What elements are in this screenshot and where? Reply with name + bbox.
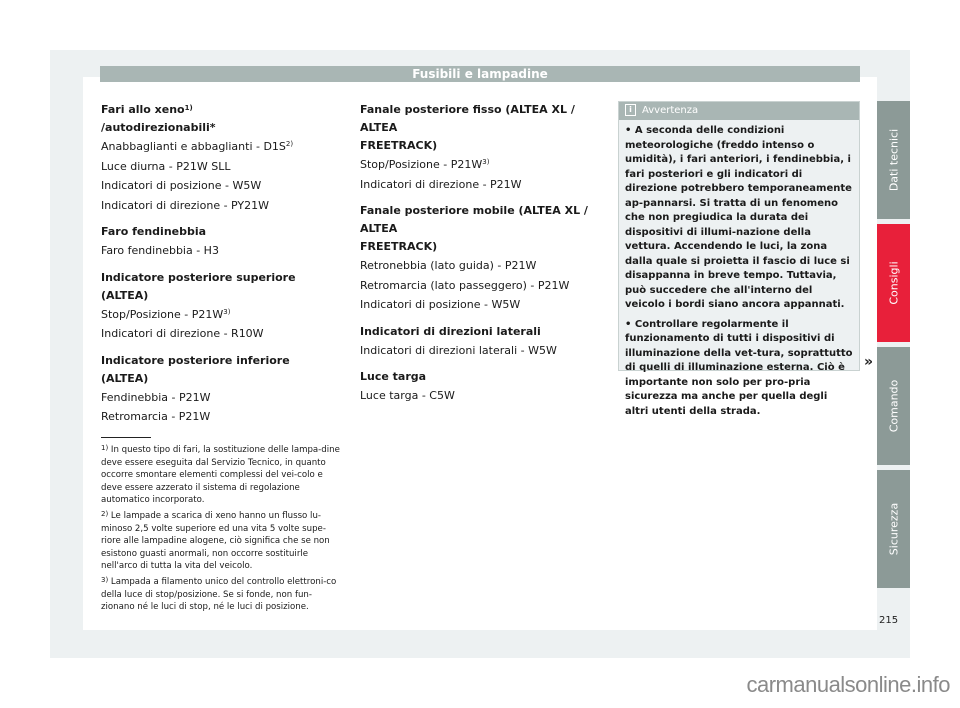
page-number: 215	[879, 615, 899, 626]
section-heading: Fanale posteriore mobile (ALTEA XL / ALTEA FREETRACK)	[360, 204, 588, 253]
list-item: Stop/Posizione - $P21W^{3)}$	[101, 307, 231, 321]
list-item: Indicatori di direzione - R10W	[101, 327, 264, 340]
section-heading: Indicatore posteriore inferiore (ALTEA)	[101, 353, 290, 385]
section-heading: Fanale posteriore fisso (ALTEA XL / ALTEA FREETRACK)	[360, 103, 575, 152]
list-item: Luce targa - C5W	[360, 389, 455, 402]
footnotes	[101, 444, 341, 617]
section-heading: Luce targa	[360, 370, 427, 383]
list-item: Anabbaglianti e abbaglianti - $D1S^{2)}$	[101, 140, 294, 153]
tab-consigli[interactable]: Consigli	[877, 224, 910, 342]
footnote: $^{3)}$ Lampada a filamento unico del controllo elettroni-co della luce di stop/posizione. Se si fonde, non fun-zionano né le luci di stop, né le luci di posizione.	[101, 575, 337, 613]
list-item: Retronebbia (lato guida) - P21W	[360, 259, 537, 272]
section-heading: Indicatore posteriore superiore (ALTEA)	[101, 270, 296, 302]
list-item: Luce diurna - P21W SLL	[101, 159, 231, 173]
warning-body	[619, 120, 859, 419]
list-item: Stop/Posizione - $P21W^{3)}$	[360, 158, 490, 171]
column-2	[360, 101, 600, 406]
section-heading: Faro fendinebbia	[101, 225, 207, 238]
column-1	[101, 101, 311, 427]
list-item: Indicatori di direzione - PY21W	[101, 198, 270, 212]
info-icon: i	[625, 104, 636, 116]
footnote: $^{1)}$ In questo tipo di fari, la sostituzione delle lampa-dine deve essere eseguita dal Servizio Tecnico, in quanto occorre smontare elementi complessi del vei-colo e deve essere azzerato il sistema di regolazione automatico incorporato.	[101, 444, 340, 506]
list-item: Indicatori di posizione - W5W	[360, 298, 521, 311]
section-header: Fusibili e lampadine	[100, 66, 860, 82]
warning-bullet: • Controllare regolarmente il funzionamento di tutti i dispositivi di illuminazione della vet-tura, soprattutto di quelli di illuminazione esterna. Ciò è importante non solo per pro-pria sicurezza ma anche per quella degli altri utenti della strada.	[625, 318, 853, 417]
continue-arrow-icon: »	[864, 354, 874, 370]
tab-dati-tecnici[interactable]: Dati tecnici	[877, 101, 910, 219]
watermark: carmanualsonline.info	[746, 672, 950, 697]
list-item: Indicatori di posizione - W5W	[101, 179, 262, 192]
tab-sicurezza[interactable]: Sicurezza	[877, 470, 910, 588]
list-item: Indicatori di direzione - P21W	[360, 177, 522, 191]
section-heading: Indicatori di direzioni laterali	[360, 324, 541, 338]
section-heading: Fari allo xeno$^{1)}$ /autodirezionabili*	[101, 103, 216, 134]
list-item: Retromarcia (lato passeggero) - P21W	[360, 278, 570, 292]
footnote: $^{2)}$ Le lampade a scarica di xeno hanno un flusso lu-minoso 2,5 volte superiore ed una vita 5 volte supe-riore alle lampadine alogene, ciò significa che se non esistono guasti anormali, non occorre sostituirle nell'arco di tutta la vita del veicolo.	[101, 509, 330, 572]
warning-box	[618, 101, 860, 417]
warning-header	[619, 102, 859, 120]
tab-comando[interactable]: Comando	[877, 347, 910, 465]
list-item: Indicatori di direzioni laterali - W5W	[360, 343, 557, 357]
footnote-divider	[101, 437, 151, 438]
warning-title: Avvertenza	[642, 105, 699, 116]
list-item: Faro fendinebbia - H3	[101, 244, 219, 257]
list-item: Retromarcia - P21W	[101, 410, 211, 423]
warning-bullet: • A seconda delle condizioni meteorologiche (freddo intenso o umidità), i fari anteriori, i fendinebbia, i fari posteriori e gli indicatori di direzione potrebbero temporaneamente ap-pannarsi. Si tratta di un fenomeno che non pregiudica la durata dei dispositivi di illumi-nazione della vettura. Accendendo le luci, la zona dalla quale si proietta il fascio di luce si disappanna in breve tempo. Tuttavia, può succedere che all'interno del veicolo i bordi siano ancora appannati.	[625, 125, 852, 310]
list-item: Fendinebbia - P21W	[101, 390, 211, 404]
